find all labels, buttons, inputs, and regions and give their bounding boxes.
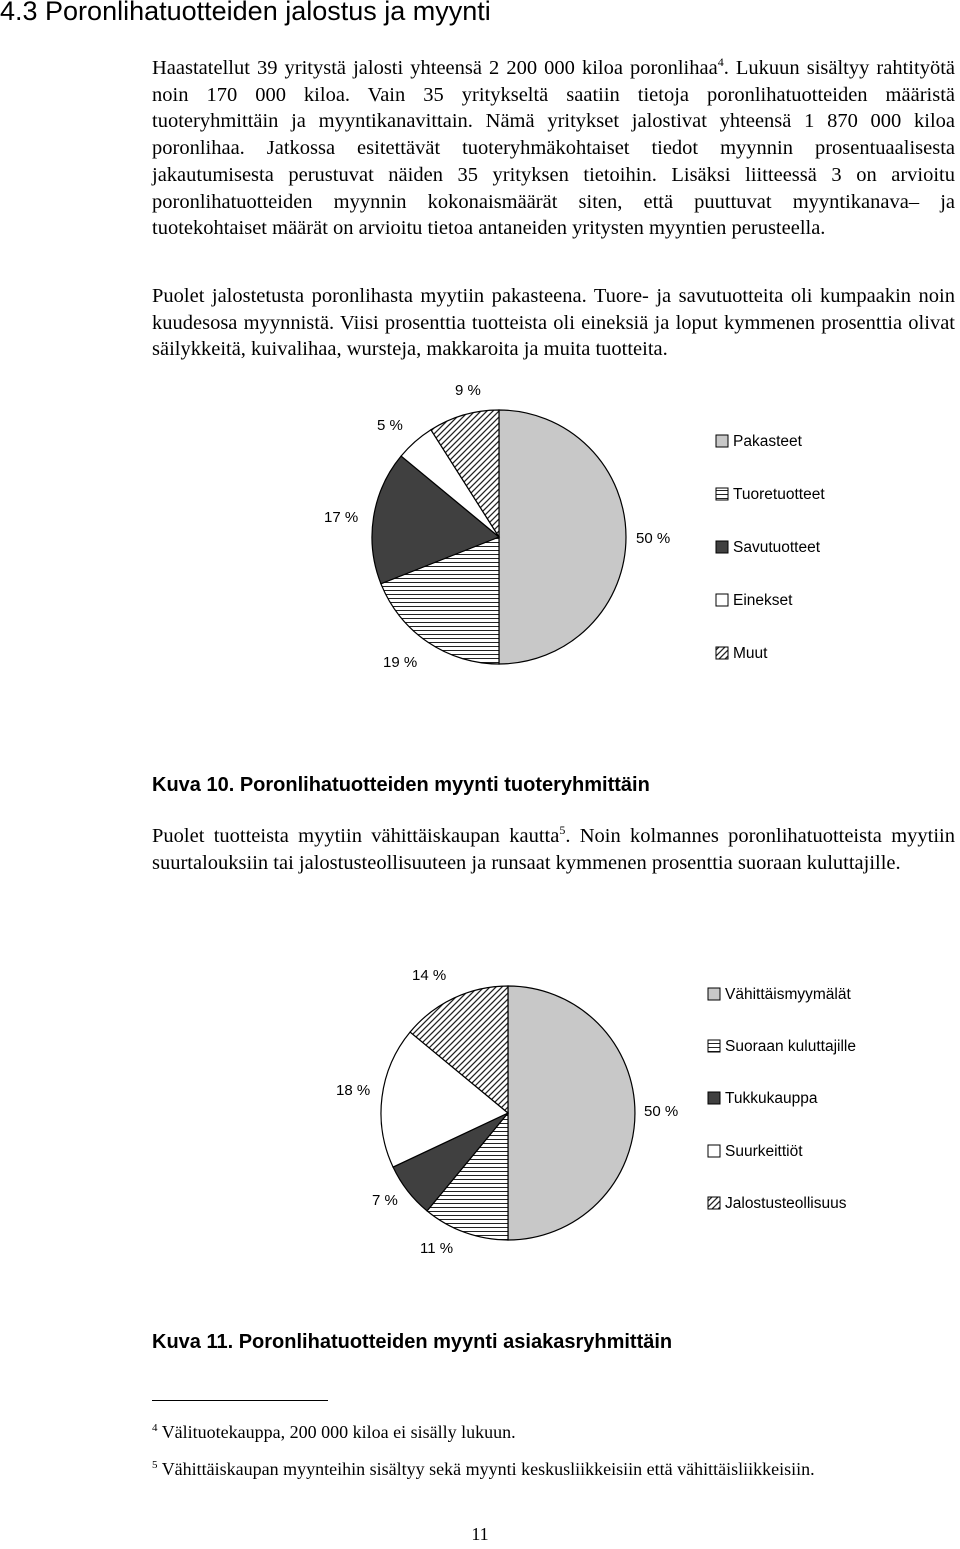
footnote-rule bbox=[152, 1400, 328, 1401]
legend-swatch-suurkeittiot bbox=[708, 1145, 720, 1157]
footnote-ref-4[interactable]: 4 bbox=[717, 55, 724, 70]
pie-label-vahittaismyymalat: 50 % bbox=[644, 1103, 679, 1120]
legend-swatch-tukkukauppa bbox=[708, 1092, 720, 1104]
pie-slice-vahittaismyymalat bbox=[508, 986, 635, 1240]
paragraph-3-text-a: Puolet tuotteista myytiin vähittäiskaupan kautta bbox=[152, 825, 560, 847]
legend-label-tuoretuotteet: Tuoretuotteet bbox=[733, 486, 825, 503]
figure-10-caption: Kuva 10. Poronlihatuotteiden myynti tuoteryhmittäin bbox=[152, 774, 650, 796]
pie-label-jalostusteollisuus: 14 % bbox=[412, 967, 447, 984]
footnote-4-text: Välituotekauppa, 200 000 kiloa ei sisälly lukuun. bbox=[161, 1422, 516, 1442]
legend-label-muut: Muut bbox=[733, 645, 768, 662]
pie-slice-pakasteet bbox=[499, 410, 626, 664]
pie-label-suoraan-kuluttajille: 11 % bbox=[420, 1240, 454, 1257]
legend-label-vahittaismyymalat: Vähittäismyymälät bbox=[725, 986, 851, 1003]
legend-label-savutuotteet: Savutuotteet bbox=[733, 539, 821, 556]
legend-swatch-suoraan-kuluttajille bbox=[708, 1040, 720, 1052]
pie-label-pakasteet: 50 % bbox=[636, 530, 671, 547]
legend-swatch-vahittaismyymalat bbox=[708, 988, 720, 1000]
pie-label-tuoretuotteet: 19 % bbox=[383, 654, 418, 671]
pie-label-muut: 9 % bbox=[455, 382, 481, 399]
paragraph-1-text-a: Haastatellut 39 yritystä jalosti yhteensä 2 200 000 kiloa poronlihaa bbox=[152, 57, 718, 79]
paragraph-3 bbox=[152, 823, 955, 876]
legend-swatch-tuoretuotteet bbox=[716, 488, 728, 500]
pie-chart-product-groups bbox=[0, 370, 960, 700]
footnote-4-number: 4 bbox=[152, 1422, 158, 1434]
legend-swatch-muut bbox=[716, 647, 728, 659]
legend-swatch-einekset bbox=[716, 594, 728, 606]
page-number: 11 bbox=[471, 1524, 489, 1544]
paragraph-1-text-b: . Lukuun sisältyy rahtityötä noin 170 000 kiloa. Vain 35 yritykseltä saatiin tietoja poronlihatuotteiden määristä tuoteryhmittäin ja myyntikanavittain. Nämä yritykset jalostivat yhteensä 1 870 000 kiloa poronlihaa. Jatkossa esitettävät tuoteryhmäkohtaiset tiedot myynnin prosentuaalisesta jakautumisesta perustuvat näiden 35 yrityksen tietoihin. Lisäksi liitteessä 3 on arvioitu poronlihatuotteiden myynnin kokonaismäärät siten, että puuttuvat myyntikanava– ja tuotekohtaiset määrät on arvioitu tietoa antaneiden yritysten myyntien perusteella. bbox=[152, 57, 955, 240]
pie-chart-customer-groups bbox=[0, 955, 960, 1275]
legend-swatch-jalostusteollisuus bbox=[708, 1197, 720, 1209]
legend-label-tukkukauppa: Tukkukauppa bbox=[725, 1090, 818, 1107]
legend-swatch-savutuotteet bbox=[716, 541, 728, 553]
footnote-5-number: 5 bbox=[152, 1459, 158, 1471]
footnote-4 bbox=[152, 1422, 516, 1443]
legend-swatch-pakasteet bbox=[716, 435, 728, 447]
pie-label-suurkeittiot: 18 % bbox=[336, 1082, 371, 1099]
legend-label-pakasteet: Pakasteet bbox=[733, 433, 802, 450]
legend-label-einekset: Einekset bbox=[733, 592, 793, 609]
footnote-5 bbox=[152, 1459, 815, 1480]
paragraph-1 bbox=[152, 55, 955, 242]
figure-11-caption: Kuva 11. Poronlihatuotteiden myynti asiakasryhmittäin bbox=[152, 1331, 673, 1353]
paragraph-3-text-b: . Noin kolmannes poronlihatuotteista myytiin suurtalouksiin tai jalostusteollisuuteen ja runsaat kymmenen prosenttia suoraan kuluttajille. bbox=[152, 825, 955, 874]
legend-label-suurkeittiot: Suurkeittiöt bbox=[725, 1143, 803, 1160]
paragraph-2: Puolet jalostetusta poronlihasta myytiin pakasteena. Tuore- ja savutuotteita oli kumpaakin noin kuudesosa myynnistä. Viisi prosenttia tuotteista oli eineksiä ja loput kymmenen prosenttia olivat säilykkeitä, kuivalihaa, wursteja, makkaroita ja muita tuotteita. bbox=[152, 285, 955, 361]
footnote-5-text: Vähittäiskaupan myynteihin sisältyy sekä myynti keskusliikkeisiin että vähittäisliikkeisiin. bbox=[161, 1459, 815, 1479]
pie-label-tukkukauppa: 7 % bbox=[372, 1192, 398, 1209]
section-heading: 4.3 Poronlihatuotteiden jalostus ja myynti bbox=[0, 0, 491, 26]
footnote-ref-5[interactable]: 5 bbox=[559, 823, 566, 838]
pie-label-savutuotteet: 17 % bbox=[324, 509, 359, 526]
legend-label-jalostusteollisuus: Jalostusteollisuus bbox=[725, 1195, 847, 1212]
legend-label-suoraan-kuluttajille: Suoraan kuluttajille bbox=[725, 1038, 856, 1055]
pie-label-einekset: 5 % bbox=[377, 417, 403, 434]
